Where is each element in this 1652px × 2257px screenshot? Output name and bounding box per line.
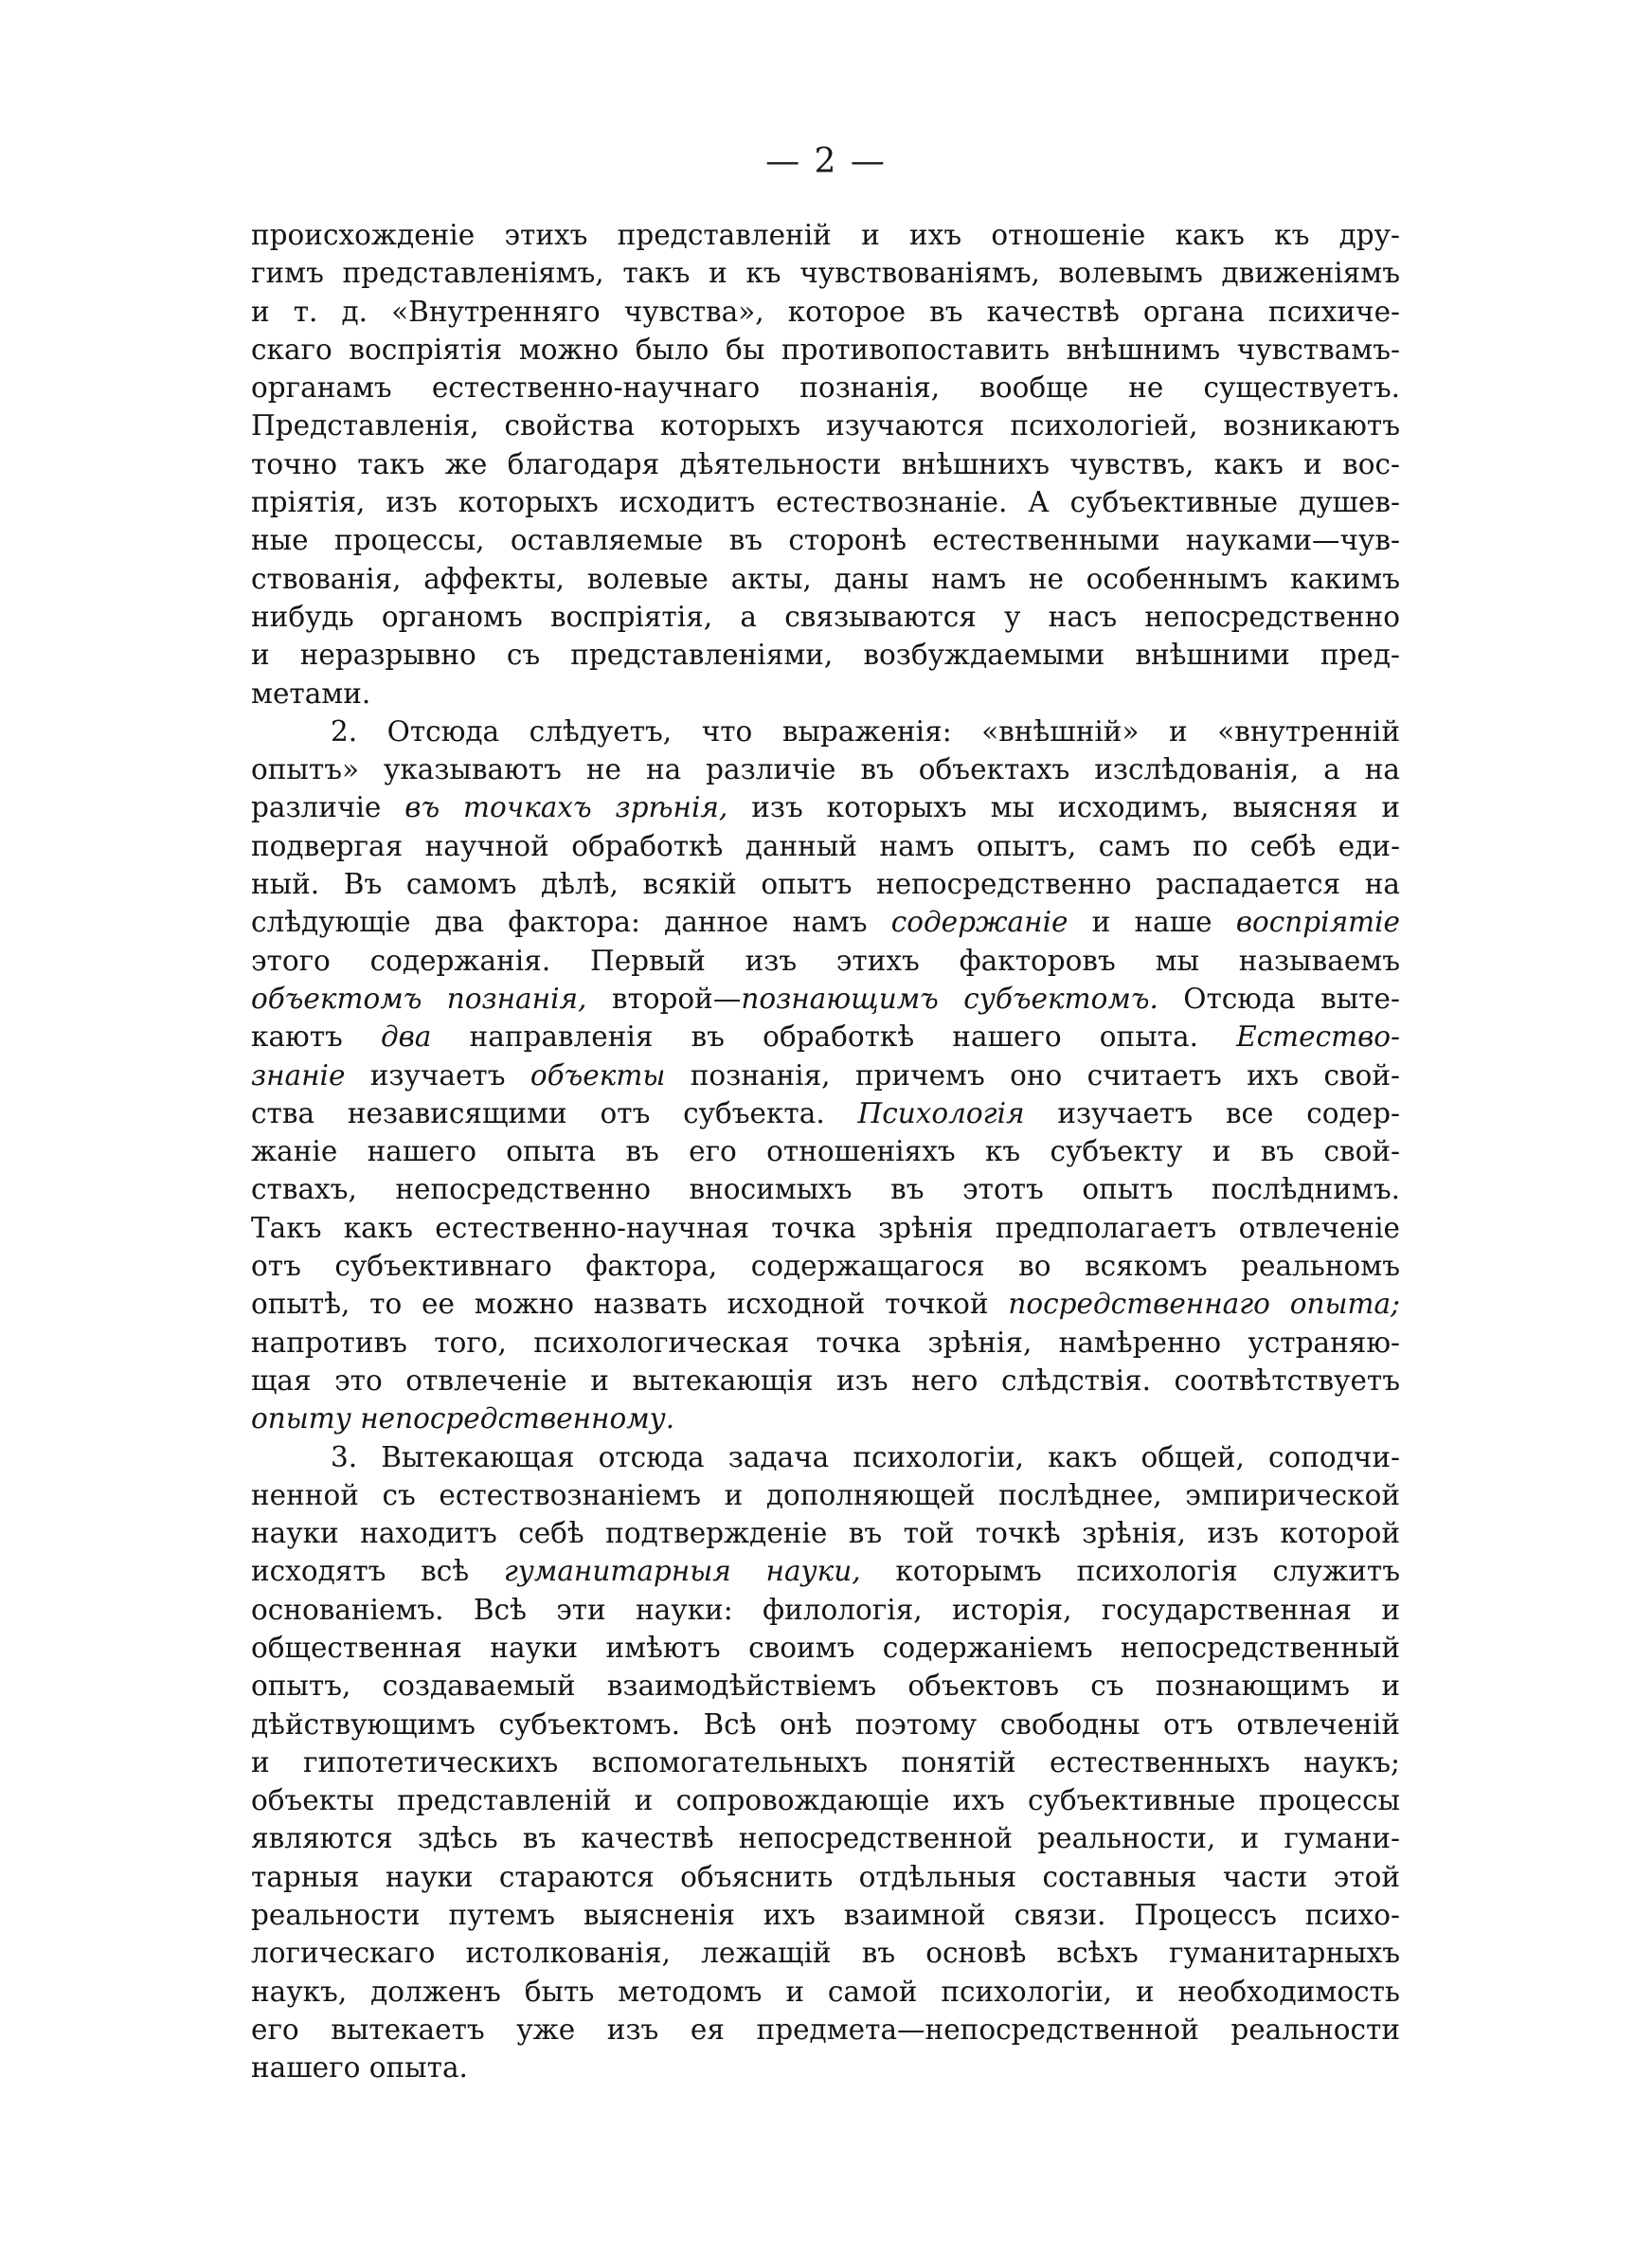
text-run: дѣйствующимъ субъектомъ. Всѣ онѣ поэтому свободны отъ отвлеченій: [251, 1707, 1400, 1741]
text-run: точно такъ же благодаря дѣятельности внѣшнихъ чувствъ, какъ и вос-: [251, 447, 1400, 480]
text-line: [251, 713, 1400, 750]
text-run: опытъ» указываютъ не на различіе въ объектахъ изслѣдованія, а на: [251, 753, 1400, 786]
text-line: [251, 1858, 1400, 1896]
text-line: [251, 1934, 1400, 1972]
paragraph: [251, 216, 1400, 713]
italic-phrase: познающимъ субъектомъ.: [741, 982, 1158, 1015]
text-line: [251, 865, 1400, 903]
italic-phrase: въ точкахъ зрѣнія,: [404, 791, 728, 824]
text-run: этого содержанія. Первый изъ этихъ факторовъ мы называемъ: [251, 944, 1400, 977]
text-run: ненной съ естествознаніемъ и дополняющей послѣднее, эмпирической: [251, 1478, 1400, 1511]
text-line: [251, 1170, 1400, 1208]
italic-phrase: объекты: [530, 1058, 666, 1092]
text-run: жаніе нашего опыта въ его отношеніяхъ къ субъекту и въ свой-: [251, 1135, 1400, 1168]
text-line: [251, 1209, 1400, 1247]
text-run: 3. Вытекающая отсюда задача психологіи, какъ общей, соподчи-: [331, 1440, 1400, 1473]
text-run: исходятъ всѣ: [251, 1555, 504, 1588]
text-line: [251, 636, 1400, 674]
text-run: опытѣ, то ее можно назвать исходной точкой: [251, 1288, 1009, 1321]
text-line: [251, 750, 1400, 788]
text-line: [251, 331, 1400, 369]
text-run: гимъ представленіямъ, такъ и къ чувствованіямъ, волевымъ движеніямъ: [251, 257, 1400, 290]
italic-phrase: опыту непосредственному.: [251, 1402, 675, 1435]
text-run: и т. д. «Внутренняго чувства», которое въ качествѣ органа психиче-: [251, 295, 1400, 328]
text-line: [251, 1285, 1400, 1323]
italic-phrase: объектомъ познанія,: [251, 982, 587, 1015]
text-line: [251, 827, 1400, 865]
text-run: Такъ какъ естественно-научная точка зрѣнія предполагаетъ отвлеченіе: [251, 1211, 1400, 1244]
text-run: и наше: [1068, 906, 1236, 939]
italic-phrase: посредственнаго опыта;: [1008, 1288, 1400, 1321]
text-run: различіе: [251, 791, 405, 824]
text-line: [251, 1056, 1400, 1094]
text-run: его вытекаетъ уже изъ ея предмета—непосредственной реальности: [251, 2013, 1400, 2046]
text-line: [251, 1476, 1400, 1514]
text-run: происхожденіе этихъ представленій и ихъ отношеніе какъ къ дру-: [251, 219, 1400, 251]
paragraph: [251, 1438, 1400, 2087]
text-line: [251, 1324, 1400, 1362]
text-line: [251, 216, 1400, 254]
page-number: — 2 —: [765, 142, 887, 181]
text-run: нибудь органомъ воспріятія, а связываются у насъ непосредственно: [251, 600, 1400, 633]
text-line: [251, 2011, 1400, 2049]
text-run: ные процессы, оставляемые въ сторонѣ естественными науками—чув-: [251, 524, 1400, 557]
text-run: которымъ психологія служитъ: [860, 1555, 1400, 1588]
text-run: напротивъ того, психологическая точка зрѣнія, намѣренно устраняю-: [251, 1326, 1400, 1359]
text-line: [251, 1514, 1400, 1552]
text-run: направленія въ обработкѣ нашего опыта.: [431, 1020, 1237, 1054]
text-line: [251, 942, 1400, 980]
text-run: отъ субъективнаго фактора, содержащагося во всякомъ реальномъ: [251, 1250, 1400, 1283]
text-line: [251, 1973, 1400, 2011]
text-line: [251, 980, 1400, 1018]
text-line: [251, 1706, 1400, 1743]
text-run: основаніемъ. Всѣ эти науки: филологія, исторія, государственная и: [251, 1593, 1400, 1626]
text-run: ный. Въ самомъ дѣлѣ, всякій опытъ непосредственно распадается на: [251, 868, 1400, 901]
text-line: [251, 1438, 1400, 1476]
text-run: познанія, причемъ оно считаетъ ихъ свой-: [665, 1058, 1400, 1092]
text-line: [251, 1591, 1400, 1629]
italic-phrase: Психологія: [857, 1096, 1025, 1129]
text-run: ствахъ, непосредственно вносимыхъ въ этотъ опытъ послѣднимъ.: [251, 1173, 1400, 1206]
text-line: [251, 1819, 1400, 1857]
text-run: изучаетъ: [345, 1058, 530, 1092]
text-run: ства независящими отъ субъекта.: [251, 1096, 858, 1129]
text-run: и неразрывно съ представленіями, возбуждаемыми внѣшними пред-: [251, 639, 1400, 672]
italic-phrase: два: [380, 1020, 432, 1054]
text-line: [251, 598, 1400, 636]
italic-phrase: содержаніе: [890, 906, 1068, 939]
text-line: [251, 293, 1400, 331]
text-line: [251, 1018, 1400, 1056]
text-line: [251, 483, 1400, 521]
text-run: 2. Отсюда слѣдуетъ, что выраженія: «внѣшній» и «внутренній: [331, 714, 1400, 748]
text-run: опытъ, создаваемый взаимодѣйствіемъ объектовъ съ познающимъ и: [251, 1670, 1400, 1703]
text-line: [251, 1667, 1400, 1705]
text-run: пріятія, изъ которыхъ исходитъ естествознаніе. А субъективные душев-: [251, 486, 1400, 519]
text-line: [251, 1094, 1400, 1132]
text-line: [251, 1132, 1400, 1170]
text-run: каютъ: [251, 1020, 381, 1054]
text-line: [251, 1399, 1400, 1437]
text-run: подвергая научной обработкѣ данный намъ опытъ, самъ по себѣ еди-: [251, 829, 1400, 862]
text-run: нашего опыта.: [251, 2051, 468, 2085]
text-line: [251, 1743, 1400, 1781]
text-run: тарныя науки стараются объяснить отдѣльныя составныя части этой: [251, 1860, 1400, 1893]
text-run: реальности путемъ выясненія ихъ взаимной связи. Процессъ психо-: [251, 1899, 1400, 1932]
text-run: Представленія, свойства которыхъ изучаются психологіей, возникаютъ: [251, 409, 1400, 442]
text-line: [251, 1247, 1400, 1285]
italic-phrase: Естество-: [1236, 1020, 1400, 1054]
text-run: второй—: [586, 982, 742, 1015]
text-run: объекты представленій и сопровождающіе ихъ субъективные процессы: [251, 1784, 1400, 1817]
text-run: органамъ естественно-научнаго познанія, вообще не существуетъ.: [251, 371, 1400, 405]
italic-phrase: гуманитарныя науки,: [503, 1555, 861, 1588]
text-run: метами.: [251, 677, 371, 710]
italic-phrase: знаніе: [251, 1058, 346, 1092]
text-run: изъ которыхъ мы исходимъ, выясняя и: [727, 791, 1400, 824]
italic-phrase: воспріятіе: [1235, 906, 1400, 939]
text-line: [251, 369, 1400, 406]
text-run: щая это отвлеченіе и вытекающія изъ него слѣдствія. соотвѣтствуетъ: [251, 1363, 1400, 1397]
text-line: [251, 1781, 1400, 1819]
text-run: слѣдующіе два фактора: данное намъ: [251, 906, 891, 939]
text-run: науки находитъ себѣ подтвержденіе въ той точкѣ зрѣнія, изъ которой: [251, 1517, 1400, 1550]
text-line: [251, 788, 1400, 826]
text-line: [251, 675, 1400, 713]
text-run: логическаго истолкованія, лежащій въ основѣ всѣхъ гуманитарныхъ: [251, 1937, 1400, 1970]
text-line: [251, 445, 1400, 483]
text-run: общественная науки имѣютъ своимъ содержаніемъ непосредственный: [251, 1631, 1400, 1664]
text-line: [251, 1552, 1400, 1590]
text-line: [251, 560, 1400, 598]
text-line: [251, 406, 1400, 444]
text-line: [251, 1896, 1400, 1934]
text-line: [251, 903, 1400, 941]
text-run: являются здѣсь въ качествѣ непосредственной реальности, и гумани-: [251, 1822, 1400, 1855]
text-run: наукъ, долженъ быть методомъ и самой психологіи, и необходимость: [251, 1975, 1400, 2008]
text-line: [251, 521, 1400, 559]
text-line: [251, 1362, 1400, 1399]
text-line: [251, 2049, 1400, 2086]
body-text: [251, 216, 1400, 2087]
text-line: [251, 1629, 1400, 1667]
text-run: Отсюда выте-: [1158, 982, 1400, 1015]
text-line: [251, 254, 1400, 292]
paragraph: [251, 713, 1400, 1438]
text-run: скаго воспріятія можно было бы противопоставить внѣшнимъ чувствамъ-: [251, 333, 1400, 366]
text-run: и гипотетическихъ вспомогательныхъ понятій естественныхъ наукъ;: [251, 1745, 1400, 1779]
text-run: изучаетъ все содер-: [1024, 1096, 1400, 1129]
text-run: ствованія, аффекты, волевые акты, даны намъ не особеннымъ какимъ: [251, 562, 1400, 595]
